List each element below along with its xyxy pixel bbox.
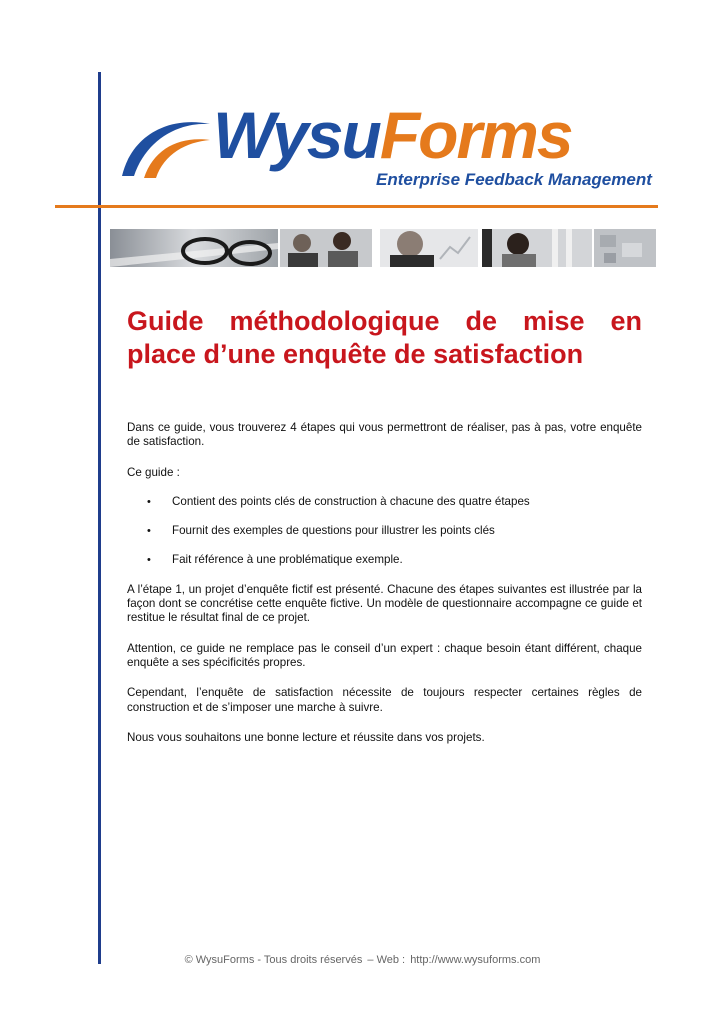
logo-word-wysu: Wysu (213, 98, 380, 172)
page-title: Guide méthodologique de mise en place d’une enquête de satisfaction (127, 306, 642, 369)
document-body (127, 421, 642, 745)
banner-photo-man (380, 229, 478, 267)
banner-photo-glasses (110, 229, 278, 267)
bullet-icon: • (147, 524, 151, 537)
paragraph-cependant: Cependant, l’enquête de satisfaction nécessite de toujours respecter certaines règles de construction et de s’imposer une marche à suivre. (127, 686, 642, 714)
banner-photo-woman (482, 229, 592, 267)
logo-tagline: Enterprise Feedback Management (376, 170, 652, 189)
banner-photo-abstract (594, 229, 656, 267)
header-divider (55, 205, 658, 208)
wysuforms-logo (118, 98, 663, 200)
page-footer (0, 954, 725, 966)
ce-guide-label: Ce guide : (127, 465, 180, 479)
swoosh-icon (118, 114, 213, 184)
paragraph-etape-1: A l’étape 1, un projet d’enquête fictif est présenté. Chacune des étapes suivantes est illustrée par la façon dont se concrétise cette enquête fictive. Un modèle de questionnaire accompagne ce guide et restitue le résultat final de ce projet. (127, 582, 642, 625)
logo-word-forms: Forms (379, 98, 572, 172)
bullet-icon: • (147, 553, 151, 566)
bullet-list (127, 495, 642, 582)
footer-web-label: – Web : (367, 954, 406, 966)
paragraph-attention: Attention, ce guide ne remplace pas le conseil d’un expert : chaque besoin étant différent, chaque enquête a ses spécificités propres. (127, 641, 642, 670)
logo-wordmark (213, 98, 572, 172)
footer-copyright: © WysuForms - Tous droits réservés (184, 954, 363, 966)
list-item: • Contient des points clés de construction à chacune des quatre étapes (147, 494, 530, 508)
bullet-icon: • (147, 495, 151, 508)
intro-paragraph: Dans ce guide, vous trouverez 4 étapes qui vous permettront de réaliser, pas à pas, votre enquête de satisfaction. (127, 421, 642, 449)
paragraph-closing: Nous vous souhaitons une bonne lecture et réussite dans vos projets. (127, 730, 485, 744)
list-item: • Fournit des exemples de questions pour illustrer les points clés (147, 523, 495, 537)
footer-url-link[interactable]: http://www.wysuforms.com (410, 954, 541, 966)
banner-photo-people (280, 229, 372, 267)
list-item: • Fait référence à une problématique exemple. (147, 552, 403, 566)
